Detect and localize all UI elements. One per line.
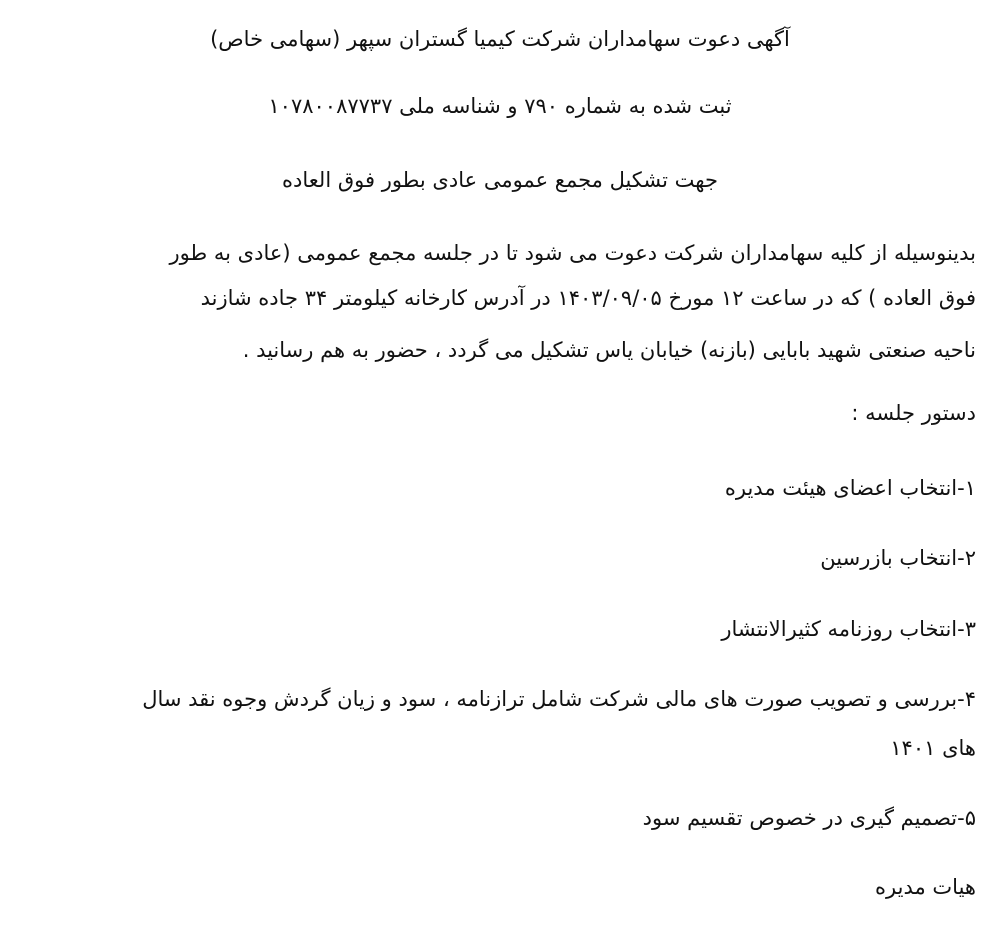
notice-title: آگهی دعوت سهامداران شرکت کیمیا گستران سپهر (سهامی خاص) — [210, 27, 790, 51]
invitation-paragraph-line-1: بدینوسیله از کلیه سهامداران شرکت دعوت می شود تا در جلسه مجمع عمومی (عادی به طور — [169, 241, 976, 265]
registration-line: ثبت شده به شماره ۷۹۰ و شناسه ملی ۱۰۷۸۰۰۸۷۷۳۷ — [268, 94, 732, 118]
agenda-item-2: ۲-انتخاب بازرسین — [820, 546, 976, 570]
agenda-item-5: ۵-تصمیم گیری در خصوص تقسیم سود — [642, 806, 976, 830]
invitation-paragraph-line-3: ناحیه صنعتی شهید بابایی (بازنه) خیابان یاس تشکیل می گردد ، حضور به هم رسانید . — [242, 338, 976, 362]
agenda-item-3: ۳-انتخاب روزنامه کثیرالانتشار — [721, 617, 976, 641]
agenda-item-4-line-2: های ۱۴۰۱ — [890, 736, 976, 760]
signature-board: هیات مدیره — [875, 875, 976, 899]
meeting-subtitle: جهت تشکیل مجمع عمومی عادی بطور فوق العاده — [282, 168, 718, 192]
agenda-title: دستور جلسه : — [851, 401, 976, 425]
invitation-paragraph-line-2: فوق العاده ) که در ساعت ۱۲ مورخ ۱۴۰۳/۰۹/۰۵ در آدرس کارخانه کیلومتر ۳۴ جاده شازند — [200, 286, 976, 310]
agenda-item-1: ۱-انتخاب اعضای هیئت مدیره — [724, 476, 976, 500]
agenda-item-4-line-1: ۴-بررسی و تصویب صورت های مالی شرکت شامل ترازنامه ، سود و زیان گردش وجوه نقد سال — [142, 687, 976, 711]
